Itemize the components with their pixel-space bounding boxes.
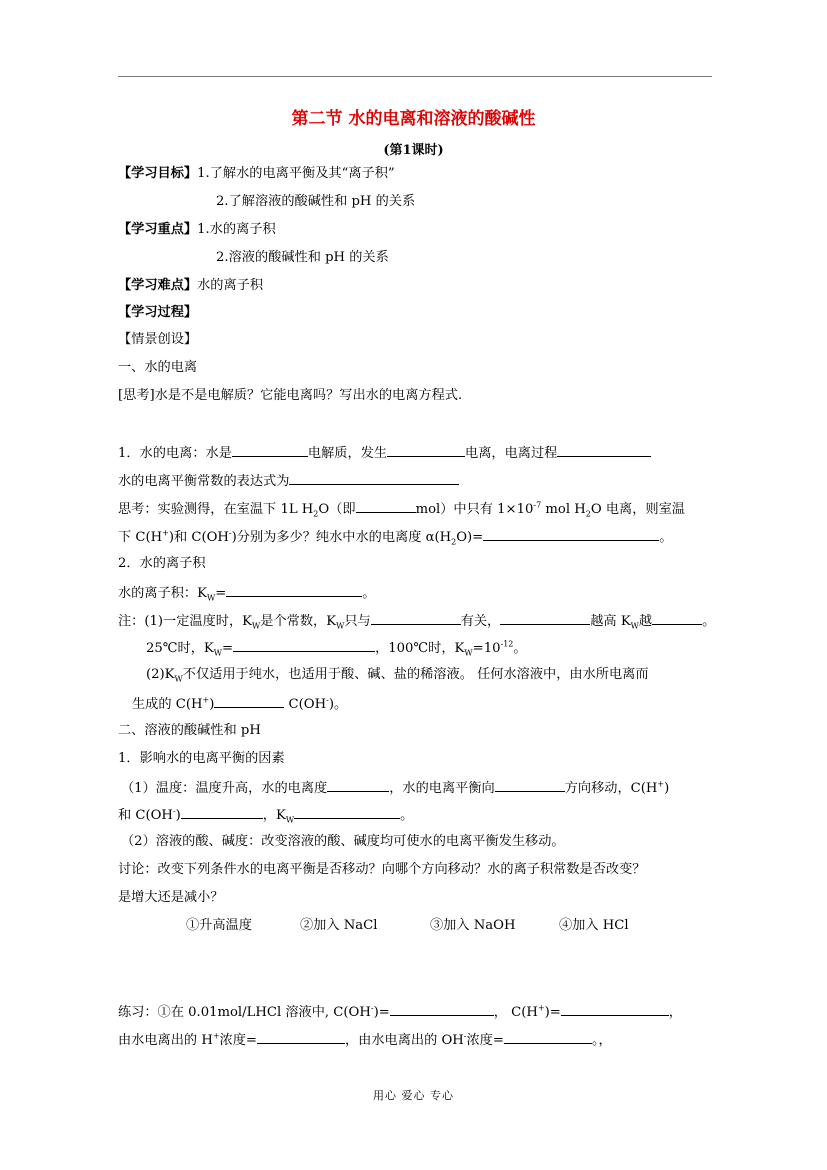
- keypoints-line-1: [118, 221, 276, 239]
- page-title: 第二节 水的电离和溶液的酸碱性: [291, 109, 536, 129]
- section2-q1: 1．影响水的电离平衡的因素: [118, 751, 285, 766]
- discussion-line-1: 讨论：改变下列条件水的电离平衡是否移动？向哪个方向移动？水的离子积常数是否改变？: [118, 862, 646, 877]
- blank[interactable]: [233, 638, 375, 652]
- blank[interactable]: [504, 1030, 592, 1044]
- blank[interactable]: [232, 443, 308, 457]
- option-1: ①升高温度: [186, 918, 252, 933]
- exercise-line-1: 练习：①在 0.01mol/LHCl 溶液中, C(OH-)= ， C(H+)= ，: [118, 1003, 682, 1020]
- discussion-line-2: 是增大还是减小？: [118, 890, 224, 905]
- note-2: 25℃时，$K_W=$ ，100℃时，$K_W=10^{-12}$。: [146, 639, 527, 658]
- objective-1: 1.了解水的电离平衡及其“离子积”: [197, 166, 395, 181]
- blank[interactable]: [483, 527, 659, 541]
- blank[interactable]: [226, 583, 362, 597]
- blank[interactable]: [289, 471, 459, 485]
- option-3: ③加入 NaOH: [430, 918, 516, 933]
- scenario-label: 【情景创设】: [118, 332, 198, 347]
- kw-definition: 水的离子积：$K_W=$ 。: [118, 583, 375, 603]
- option-4: ④加入 HCl: [559, 918, 629, 933]
- keypoint-1: 1.水的离子积: [197, 222, 276, 237]
- blank[interactable]: [652, 611, 702, 625]
- q1-line-2: 水的电离平衡常数的表达式为: [118, 471, 459, 491]
- blank[interactable]: [214, 694, 284, 708]
- keypoint-2: 2.溶液的酸碱性和 pH 的关系: [216, 250, 389, 265]
- page-subtitle: (第1课时): [383, 143, 444, 158]
- blank[interactable]: [495, 778, 565, 792]
- blank[interactable]: [257, 1030, 345, 1044]
- blank[interactable]: [500, 611, 590, 625]
- think2-line-2: 下 C(H+)和 C(OH-)分别为多少？纯水中水的电离度 $\alpha(H_2O)=$ 。: [118, 528, 673, 547]
- blank[interactable]: [327, 778, 389, 792]
- blank[interactable]: [371, 611, 461, 625]
- section2-heading: 二、溶液的酸碱性和 pH: [118, 723, 261, 738]
- temperature-line-1: （1）温度：温度升高，水的电离度 ，水的电离平衡向 方向移动，C(H+): [121, 779, 670, 796]
- note-3: $(2)K_W$不仅适用于纯水，也适用于酸、碱、盐的稀溶液。 任何水溶液中，由水所电离而: [146, 667, 649, 684]
- acidity-line: （2）溶液的酸、碱度：改变溶液的酸、碱度均可使水的电离平衡发生移动。: [121, 834, 565, 849]
- process-label: 【学习过程】: [118, 305, 198, 320]
- objectives-line-1: [118, 165, 395, 183]
- note-1: 注：(1)一定温度时，$K_W$是个常数，$K_W$只与 有关， 越高 $K_W$越 。: [118, 611, 715, 631]
- blank[interactable]: [294, 805, 400, 819]
- blank[interactable]: [390, 1002, 494, 1016]
- difficulty-text: 水的离子积: [197, 278, 264, 293]
- temperature-line-2: 和 C(OH-) ，$K_W$ 。: [118, 806, 414, 825]
- page-footer: 用心 爱心 专心: [373, 1089, 454, 1102]
- blank[interactable]: [557, 443, 651, 457]
- header-rule: [118, 76, 712, 77]
- objective-2: 2.了解溶液的酸碱性和 pH 的关系: [216, 194, 416, 209]
- blank[interactable]: [356, 499, 416, 513]
- objectives-line-2: [216, 193, 415, 211]
- objectives-label: 【学习目标】: [118, 166, 198, 181]
- think2-line-1: 思考：实验测得，在室温下 1L $H_2O$（即 mol）中只有 $1\times 10^{-7}$ mol $H_2O$ 电离，则室温: [118, 500, 685, 519]
- note-4: 生成的 C(H+) C(OH-)。: [132, 695, 348, 712]
- blank[interactable]: [561, 1002, 669, 1016]
- exercise-line-2: 由水电离出的 H+浓度= ，由水电离出的 OH-浓度= 。，: [118, 1031, 612, 1048]
- difficulty-line: [118, 277, 263, 295]
- blank[interactable]: [387, 443, 465, 457]
- difficulty-label: 【学习难点】: [118, 278, 198, 293]
- q1-line: 1．水的电离：水是 电解质，发生 电离，电离过程: [118, 443, 651, 463]
- option-2: ②加入 NaCl: [300, 918, 378, 933]
- q2-line: 2．水的离子积: [118, 556, 206, 571]
- think-question: [思考]水是不是电解质？它能电离吗？写出水的电离方程式.: [118, 388, 463, 403]
- keypoints-line-2: [216, 249, 389, 267]
- keypoints-label: 【学习重点】: [118, 222, 198, 237]
- blank[interactable]: [181, 805, 263, 819]
- section1-heading: 一、水的电离: [118, 360, 198, 375]
